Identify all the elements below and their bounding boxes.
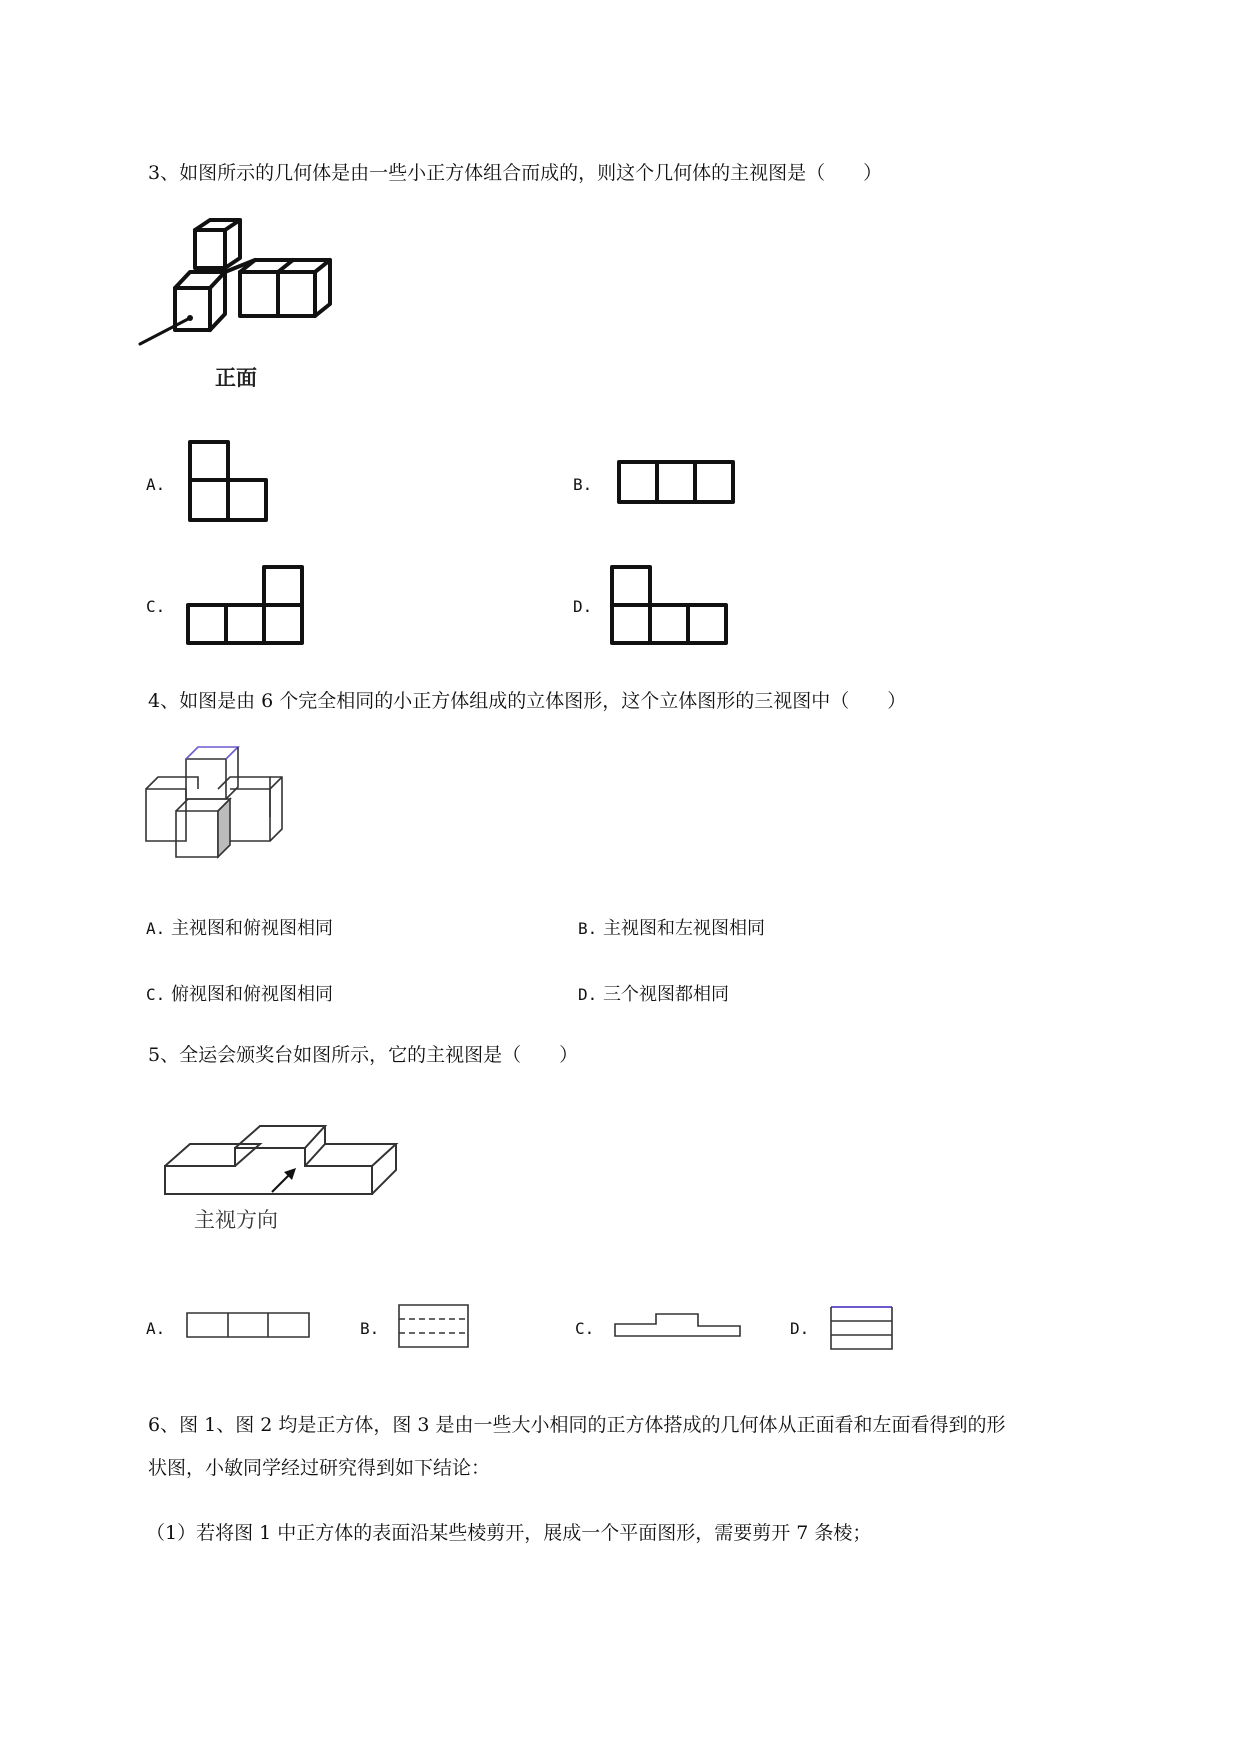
q3-solid-figure [140,220,340,360]
q3-option-d[interactable] [573,596,592,617]
q4-option-c-text: 俯视图和俯视图相同 [171,984,333,1005]
q6-stem-line1: 6、图 1、图 2 均是正方体，图 3 是由一些大小相同的正方体搭成的几何体从正面看和左面看得到的形 [148,1414,1006,1436]
q4-option-b-text: 主视图和左视图相同 [603,918,765,939]
q4-option-c[interactable] [146,980,333,1006]
q5-option-d-figure [830,1306,894,1350]
q3-option-d-figure [610,565,728,645]
q5-option-c-figure [614,1312,742,1338]
q3-option-b[interactable] [573,474,592,495]
q5-podium-figure [160,1120,405,1210]
q5-option-a[interactable] [146,1318,165,1339]
q5-option-b[interactable] [360,1318,379,1339]
q4-solid-figure [146,745,291,860]
q6-item1: （1）若将图 1 中正方体的表面沿某些棱剪开，展成一个平面图形，需要剪开 7 条棱； [146,1522,872,1544]
q5-option-c-letter: C. [575,1319,595,1338]
q3-option-b-letter: B. [573,475,593,494]
q5-option-d-letter: D. [790,1319,810,1338]
q6-stem-line2: 状图，小敏同学经过研究得到如下结论： [148,1457,491,1479]
q3-option-a[interactable] [146,474,165,495]
q5-option-b-figure [398,1304,470,1348]
q5-stem: 5、全运会颁奖台如图所示，它的主视图是（ ） [148,1044,579,1066]
q4-option-c-letter: C. [146,985,166,1004]
q4-option-d[interactable] [578,980,729,1006]
q4-option-a-letter: A. [146,919,166,938]
q3-option-a-letter: A. [146,475,166,494]
q4-option-a[interactable] [146,914,333,940]
q5-option-a-figure [186,1312,311,1338]
q5-figure-caption: 主视方向 [194,1208,278,1232]
q3-option-b-figure [617,460,737,504]
q4-option-d-text: 三个视图都相同 [603,984,729,1005]
q3-option-c-figure [186,565,304,645]
q4-option-b-letter: B. [578,919,598,938]
q3-option-c[interactable] [146,596,165,617]
q3-option-d-letter: D. [573,597,593,616]
q4-option-b[interactable] [578,914,765,940]
q4-stem: 4、如图是由 6 个完全相同的小正方体组成的立体图形，这个立体图形的三视图中（ ） [148,690,907,712]
q5-option-b-letter: B. [360,1319,380,1338]
q3-figure-caption: 正面 [215,366,257,390]
q5-option-c[interactable] [575,1318,594,1339]
q3-stem: 3、如图所示的几何体是由一些小正方体组合而成的，则这个几何体的主视图是（ ） [148,162,883,184]
q5-option-d[interactable] [790,1318,809,1339]
q3-option-c-letter: C. [146,597,166,616]
q4-option-a-text: 主视图和俯视图相同 [171,918,333,939]
q4-option-d-letter: D. [578,985,598,1004]
q5-option-a-letter: A. [146,1319,166,1338]
q3-option-a-figure [188,440,268,522]
